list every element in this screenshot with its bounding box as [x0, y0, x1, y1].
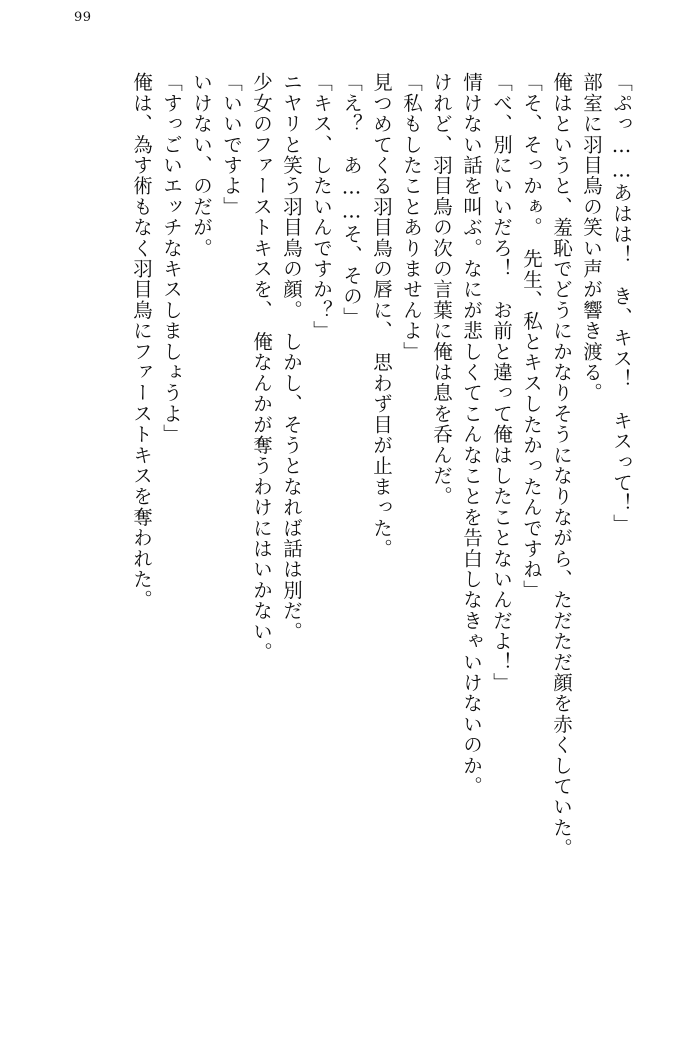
text-line: 「すっごいエッチなキスしましょうよ」	[160, 72, 183, 445]
text-line: 「私もしたことありませんよ」	[400, 72, 423, 362]
text-line: 「え？ あ……そ、その」	[340, 72, 363, 328]
text-line: 俺は、為す術もなく羽目鳥にファーストキスを奪われた。	[130, 72, 153, 611]
text-line: 「いいですよ」	[220, 72, 243, 217]
text-line: 見つめてくる羽目鳥の唇に、 思わず目が止まった。	[370, 72, 393, 560]
vertical-text-body	[36, 72, 636, 1002]
text-line: 俺はというと、羞恥でどうにかなりそうになりながら、ただただ顔を赤くしていた。	[550, 72, 573, 859]
text-line: 情けない話を叫ぶ。なにが悲しくてこんなことを告白しなきゃいけないのか。	[460, 72, 483, 797]
text-line: ニヤリと笑う羽目鳥の顔。 しかし、そうとなれば話は別だ。	[280, 72, 303, 642]
text-line: けれど、羽目鳥の次の言葉に俺は息を呑んだ。	[430, 72, 453, 507]
text-line: いけない、のだが。	[190, 72, 213, 259]
page-number: 99	[74, 10, 92, 25]
text-line: 部室に羽目鳥の笑い声が響き渡る。	[580, 72, 603, 404]
text-line: 少女のファーストキスを、 俺なんかが奪うわけにはいかない。	[250, 72, 273, 663]
text-line: 「キス、したいんですか？」	[310, 72, 333, 342]
text-line: 「べ、別にいいだろ！ お前と違って俺はしたことないんだよ！」	[490, 72, 513, 693]
text-line: 「そ、そっかぁ。 先生、私とキスしたかったんですね」	[520, 72, 543, 601]
text-line: 「ぷっ……あはは！ き、キス！ キスって！」	[610, 72, 633, 535]
